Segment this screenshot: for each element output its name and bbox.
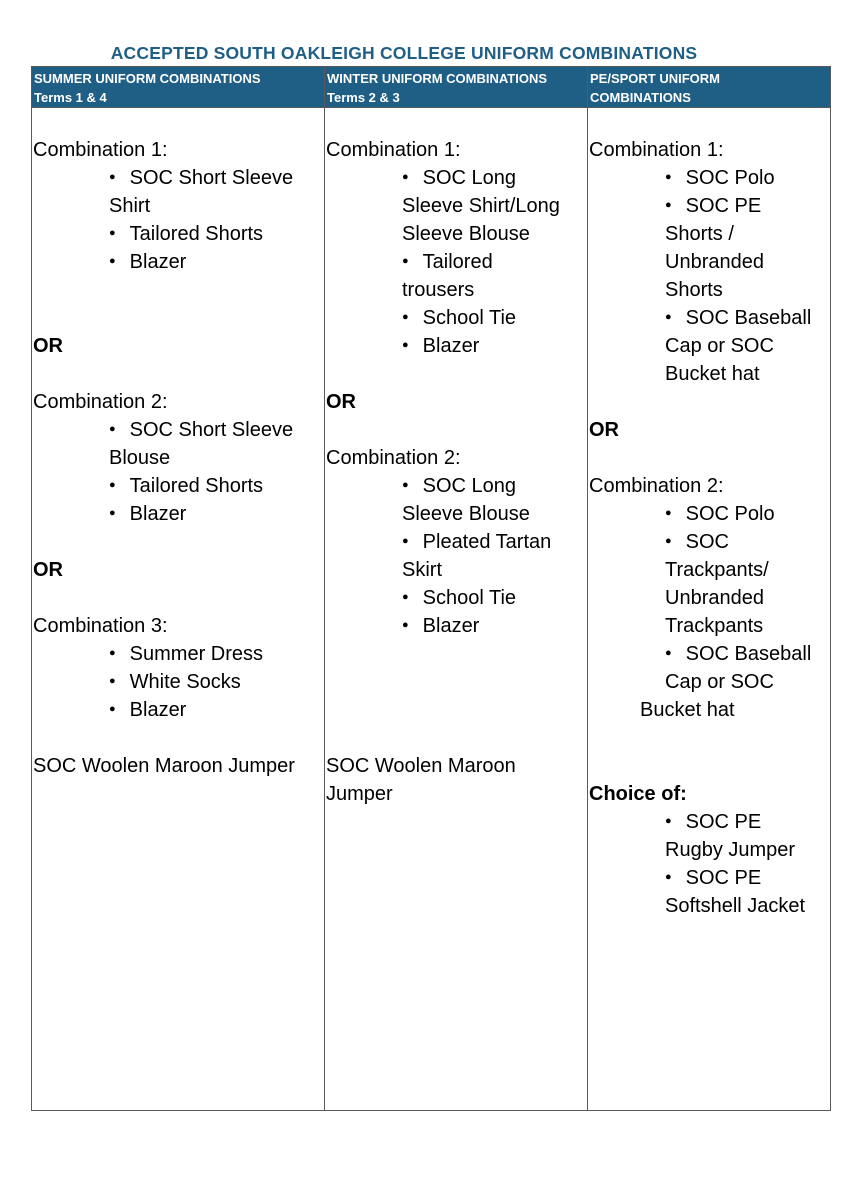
list-item: ● Blazer <box>33 696 324 724</box>
bullet-icon: ● <box>109 478 116 491</box>
list-item: ● SOC Long <box>326 472 587 500</box>
list-item: ● Tailored <box>326 248 587 276</box>
bullet-icon: ● <box>109 422 116 435</box>
list-item: ● SOC PE <box>589 808 830 836</box>
bullet-icon: ● <box>665 170 672 183</box>
bullet-icon: ● <box>402 590 409 603</box>
list-item: ● Blazer <box>33 500 324 528</box>
bullet-icon: ● <box>402 254 409 267</box>
list-item: ● School Tie <box>326 304 587 332</box>
list-item: ● SOC Short Sleeve <box>33 164 324 192</box>
bullet-icon: ● <box>402 310 409 323</box>
list-item-cont: Sleeve Shirt/Long <box>402 195 560 217</box>
pe-combo2-label: Combination 2: <box>589 475 724 497</box>
list-item: ● SOC Short Sleeve <box>33 416 324 444</box>
header-winter-title: WINTER UNIFORM COMBINATIONS <box>327 71 548 86</box>
header-summer-terms: Terms 1 & 4 <box>34 90 107 105</box>
list-item: ● SOC Baseball <box>589 304 830 332</box>
summer-combo3-label: Combination 3: <box>33 615 168 637</box>
list-item-cont: Unbranded <box>665 587 764 609</box>
list-item: ● Tailored Shorts <box>33 472 324 500</box>
list-item-cont: Unbranded <box>665 251 764 273</box>
bullet-icon: ● <box>402 618 409 631</box>
list-item: ● Blazer <box>326 612 587 640</box>
bullet-icon: ● <box>402 534 409 547</box>
list-item-cont: Blouse <box>109 447 171 469</box>
winter-column <box>325 108 588 1111</box>
bullet-icon: ● <box>109 674 116 687</box>
list-item: ● Blazer <box>33 248 324 276</box>
list-item-cont: Shorts <box>665 279 723 301</box>
list-item: ● Blazer <box>326 332 587 360</box>
list-item-cont: Cap or SOC <box>665 671 774 693</box>
bullet-icon: ● <box>109 170 116 183</box>
header-summer-title: SUMMER UNIFORM COMBINATIONS <box>34 71 261 86</box>
bullet-icon: ● <box>402 338 409 351</box>
header-winter <box>325 67 588 108</box>
list-item-cont: Skirt <box>402 559 442 581</box>
list-item: ● SOC <box>589 528 830 556</box>
pe-column <box>588 108 831 1111</box>
list-item: ● School Tie <box>326 584 587 612</box>
header-summer <box>32 67 325 108</box>
header-pe-title: PE/SPORT UNIFORM <box>590 71 721 86</box>
pe-choice-label: Choice of: <box>589 783 687 805</box>
list-item: ● Tailored Shorts <box>33 220 324 248</box>
winter-jumper: SOC Woolen Maroon <box>326 755 516 777</box>
winter-combo1-label: Combination 1: <box>326 139 461 161</box>
list-item-cont: Trackpants/ <box>665 559 769 581</box>
bullet-icon: ● <box>665 198 672 211</box>
list-item-cont: Shorts / <box>665 223 734 245</box>
list-item-cont: Bucket hat <box>665 363 760 385</box>
list-item: ● Pleated Tartan <box>326 528 587 556</box>
list-item: ● Summer Dress <box>33 640 324 668</box>
summer-jumper: SOC Woolen Maroon Jumper <box>33 755 295 777</box>
bullet-icon: ● <box>109 254 116 267</box>
bullet-icon: ● <box>402 170 409 183</box>
summer-combo2-label: Combination 2: <box>33 391 168 413</box>
list-item: ● SOC PE <box>589 192 830 220</box>
bullet-icon: ● <box>665 310 672 323</box>
list-item-cont: Sleeve Blouse <box>402 503 530 525</box>
bullet-icon: ● <box>109 226 116 239</box>
bullet-icon: ● <box>665 814 672 827</box>
header-pe-subtitle: COMBINATIONS <box>590 90 691 105</box>
list-item-cont: Cap or SOC <box>665 335 774 357</box>
list-item: ● SOC Polo <box>589 500 830 528</box>
list-item-cont: trousers <box>402 279 475 301</box>
bullet-icon: ● <box>402 478 409 491</box>
list-item: ● White Socks <box>33 668 324 696</box>
pe-or-1: OR <box>589 419 619 441</box>
list-item: ● SOC PE <box>589 864 830 892</box>
list-item-cont: Shirt <box>109 195 151 217</box>
bullet-icon: ● <box>665 646 672 659</box>
page-title: ACCEPTED SOUTH OAKLEIGH COLLEGE UNIFORM COMBINATIONS <box>110 43 698 63</box>
bullet-icon: ● <box>109 702 116 715</box>
header-winter-terms: Terms 2 & 3 <box>327 90 400 105</box>
bullet-icon: ● <box>109 506 116 519</box>
list-item-cont: Trackpants <box>665 615 764 637</box>
bullet-icon: ● <box>665 870 672 883</box>
winter-or-1: OR <box>326 391 356 413</box>
uniform-table <box>31 66 831 1111</box>
winter-combo2-label: Combination 2: <box>326 447 461 469</box>
bullet-icon: ● <box>665 534 672 547</box>
summer-or-1: OR <box>33 335 63 357</box>
bullet-icon: ● <box>109 646 116 659</box>
list-item-cont: Sleeve Blouse <box>402 223 530 245</box>
pe-combo1-label: Combination 1: <box>589 139 724 161</box>
bullet-icon: ● <box>665 506 672 519</box>
summer-or-2: OR <box>33 559 63 581</box>
header-pe <box>588 67 831 108</box>
list-item: ● SOC Long <box>326 164 587 192</box>
list-item-cont: Softshell Jacket <box>665 895 806 917</box>
summer-combo1-label: Combination 1: <box>33 139 168 161</box>
list-item-cont: Bucket hat <box>640 699 735 721</box>
list-item-cont: Rugby Jumper <box>665 839 796 861</box>
winter-jumper-cont: Jumper <box>326 783 393 805</box>
list-item: ● SOC Baseball <box>589 640 830 668</box>
summer-column <box>32 108 325 1111</box>
list-item: ● SOC Polo <box>589 164 830 192</box>
